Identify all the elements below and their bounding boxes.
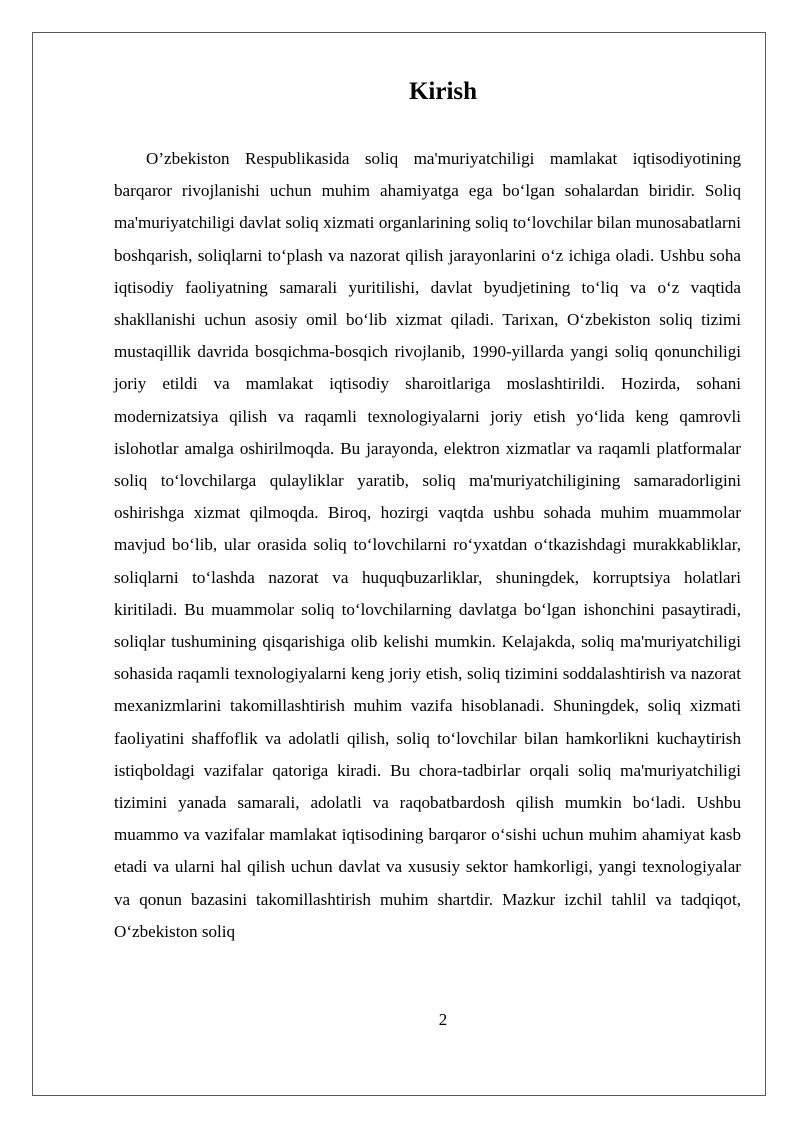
page-number: 2 <box>438 1010 448 1029</box>
body-paragraph: O’zbekiston Respublikasida soliq ma'muriyatchiligi mamlakat iqtisodiyotining barqaror rivojlanishi uchun muhim ahamiyatga ega bo‘lgan sohalardan biridir. Soliq ma'muriyatchiligi davlat soliq xizmati organlarining soliq to‘lovchilar bilan munosabatlarni boshqarish, soliqlarni to‘plash va nazorat qilish jarayonlarini o‘z ichiga oladi. Ushbu soha iqtisodiy faoliyatning samarali yuritilishi, davlat byudjetining to‘liq va o‘z vaqtida shakllanishi uchun asosiy omil bo‘lib xizmat qiladi. Tarixan, O‘zbekiston soliq tizimi mustaqillik davrida bosqichma-bosqich rivojlanib, 1990-yillarda yangi soliq qonunchiligi joriy etildi va mamlakat iqtisodiy sharoitlariga moslashtirildi. Hozirda, sohani modernizatsiya qilish va raqamli texnologiyalarni joriy etish yo‘lida keng qamrovli islohotlar amalga oshirilmoqda. Bu jarayonda, elektron xizmatlar va raqamli platformalar soliq to‘lovchilarga qulayliklar yaratib, soliq ma'muriyatchiligining samaradorligini oshirishga xizmat qilmoqda. Biroq, hozirgi vaqtda ushbu sohada muhim muammolar mavjud bo‘lib, ular orasida soliq to‘lovchilarni ro‘yxatdan o‘tkazishdagi murakkabliklar, soliqlarni to‘lashda nazorat va huquqbuzarliklar, shuningdek, korruptsiya holatlari kiritiladi. Bu muammolar soliq to‘lovchilarning davlatga bo‘lgan ishonchini pasaytiradi, soliqlar tushumining qisqarishiga olib kelishi mumkin. Kelajakda, soliq ma'muriyatchiligi sohasida raqamli texnologiyalarni keng joriy etish, soliq tizimini soddalashtirish va nazorat mexanizmlarini takomillashtirish muhim vazifa hisoblanadi. Shuningdek, soliq xizmati faoliyatini shaffoflik va adolatli qilish, soliq to‘lovchilar bilan hamkorlikni kuchaytirish istiqboldagi vazifalar qatoriga kiradi. Bu chora-tadbirlar orqali soliq ma'muriyatchiligi tizimini yanada samarali, adolatli va raqobatbardosh qilish mumkin bo‘ladi. Ushbu muammo va vazifalar mamlakat iqtisodining barqaror o‘sishi uchun muhim ahamiyat kasb etadi va ularni hal qilish uchun davlat va xususiy sektor hamkorligi, yangi texnologiyalar va qonun bazasini takomillashtirish muhim shartdir. Mazkur izchil tahlil va tadqiqot, O‘zbekiston soliq <box>114 149 741 941</box>
section-title: Kirish <box>408 78 478 105</box>
